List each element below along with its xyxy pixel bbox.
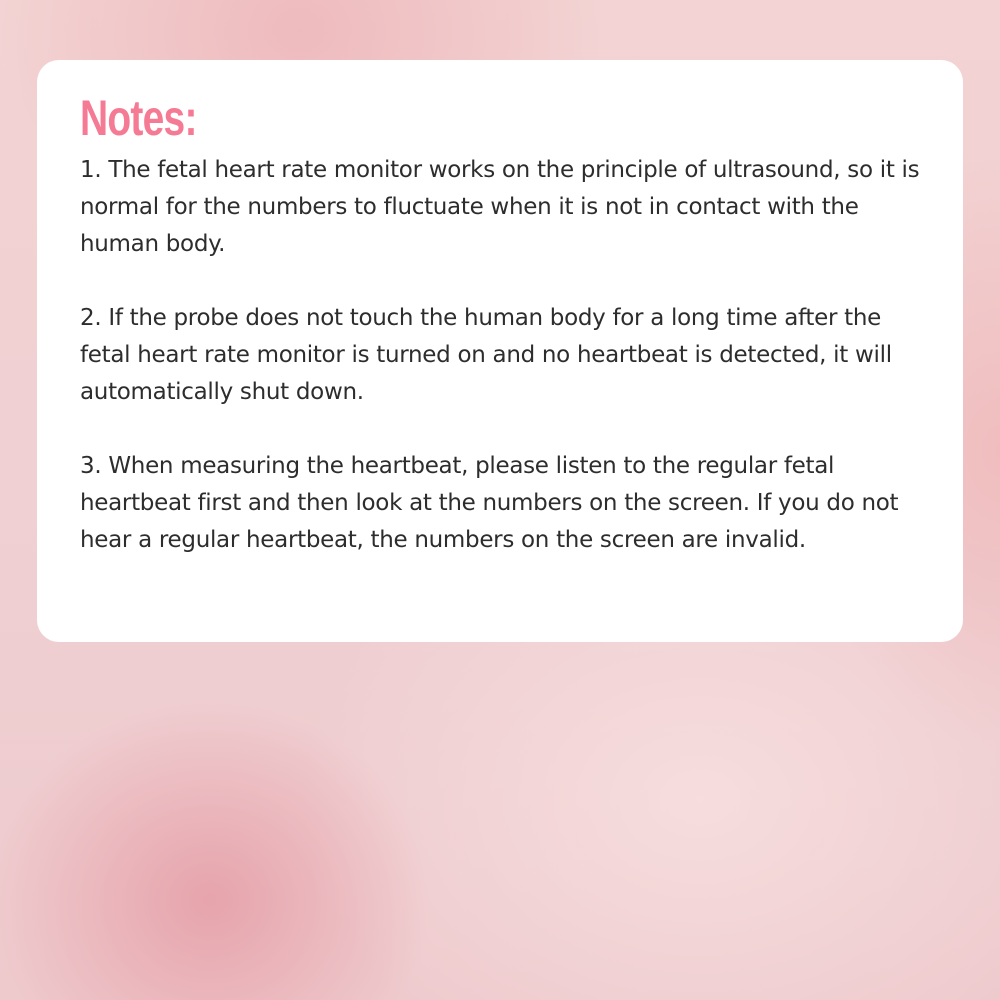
notes-card [37, 60, 963, 642]
note-item-2: 2. If the probe does not touch the human body for a long time after the fetal heart rate monitor is turned on and no heartbeat is detected, it will automatically shut down. [80, 305, 892, 405]
notes-title: Notes: [80, 90, 197, 146]
note-item-3: 3. When measuring the heartbeat, please listen to the regular fetal heartbeat first and then look at the numbers on the screen. If you do not hear a regular heartbeat, the numbers on the screen are invalid. [80, 453, 899, 553]
note-item-1: 1. The fetal heart rate monitor works on the principle of ultrasound, so it is normal for the numbers to fluctuate when it is not in contact with the human body. [80, 157, 920, 257]
